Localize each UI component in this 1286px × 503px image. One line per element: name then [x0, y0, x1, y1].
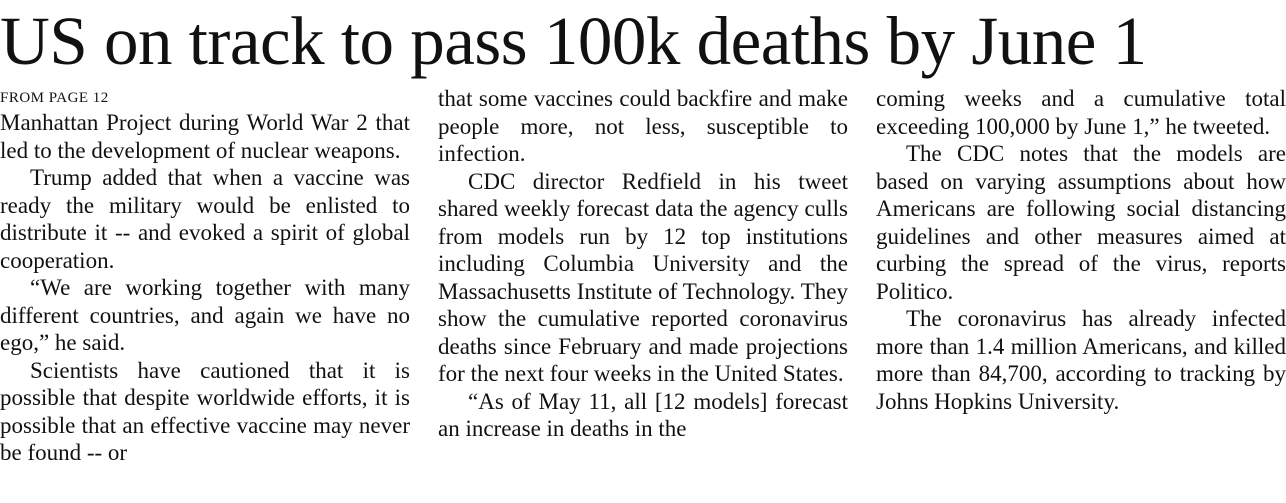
paragraph: The CDC notes that the models are based on varying assumptions about how Americans are following social distancing guidelines and other measures aimed at curbing the spread of the virus, reports Politico. [876, 141, 1286, 304]
paragraph: Manhattan Project during World War 2 that led to the development of nuclear weapons. [0, 110, 410, 163]
paragraph: Trump added that when a vaccine was ready the military would be enlisted to distribute it -- and evoked a spirit of global cooperation. [0, 165, 410, 273]
article-column-1 [0, 85, 410, 503]
headline: US on track to pass 100k deaths by June 1 [0, 3, 1147, 79]
paragraph: “We are working together with many different countries, and again we have no ego,” he said. [0, 275, 410, 355]
article-column-2 [438, 85, 848, 503]
jump-line: FROM PAGE 12 [0, 90, 109, 106]
paragraph: coming weeks and a cumulative total exceeding 100,000 by June 1,” he tweeted. [876, 86, 1286, 139]
paragraph: that some vaccines could backfire and make people more, not less, susceptible to infection. [438, 86, 848, 166]
paragraph: Scientists have cautioned that it is possible that despite worldwide efforts, it is possible that an effective vaccine may never be found -- or [0, 357, 410, 465]
paragraph: The coronavirus has already infected more than 1.4 million Americans, and killed more than 84,700, according to tracking by Johns Hopkins University. [876, 306, 1286, 414]
paragraph: CDC director Redfield in his tweet shared weekly forecast data the agency culls from models run by 12 top institutions including Columbia University and the Massachusetts Institute of Technology. They show the cumulative reported coronavirus deaths since February and made projections for the next four weeks in the United States. [438, 168, 848, 386]
paragraph: “As of May 11, all [12 models] forecast an increase in deaths in the [438, 388, 848, 441]
article-column-3 [876, 85, 1286, 503]
